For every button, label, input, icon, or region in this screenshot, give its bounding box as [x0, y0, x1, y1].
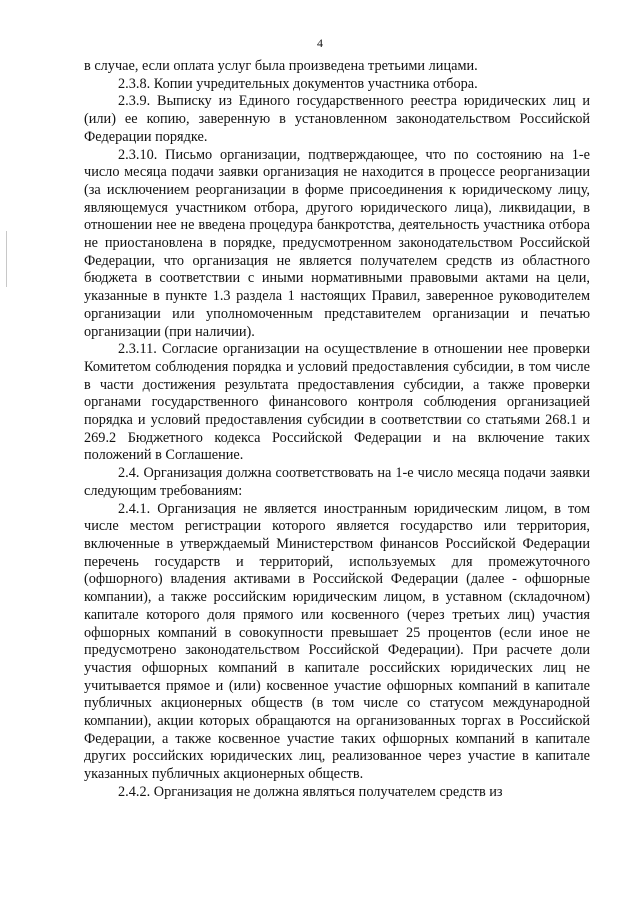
document-body	[84, 58, 590, 802]
paragraph: 2.3.9. Выписку из Единого государственного реестра юридических лиц и (или) ее копию, заверенную в установленном законодательством Российской Федерации порядке.	[84, 93, 590, 145]
paragraph: 2.3.10. Письмо организации, подтверждающее, что по состоянию на 1-е число месяца подачи заявки организация не находится в процессе реорганизации (за исключением реорганизации в форме присоединения к юридическому лицу, являющемуся участником отбора, другого юридического лица), ликвидации, в отношении нее не введена процедура банкротства, деятельность участника отбора не приостановлена в порядке, предусмотренном законодательством Российской Федерации, что организация не является получателем средств из областного бюджета в соответствии с иными нормативными правовыми актами на цели, указанные в пункте 1.3 раздела 1 настоящих Правил, заверенное руководителем организации или уполномоченным представителем организации и печатью организации (при наличии).	[84, 146, 590, 340]
page-number: 4	[317, 36, 323, 50]
paragraph: 2.3.8. Копии учредительных документов участника отбора.	[118, 75, 478, 92]
paragraph: 2.4. Организация должна соответствовать на 1-е число месяца подачи заявки следующим требованиям:	[84, 465, 590, 499]
paragraph: 2.4.2. Организация не должна являться получателем средств из	[118, 783, 503, 800]
scan-edge-mark	[6, 231, 7, 287]
paragraph: 2.3.11. Согласие организации на осуществление в отношении нее проверки Комитетом соблюдения порядка и условий предоставления субсидии, в том числе в части достижения результата предоставления субсидии, а также проверки органами государственного финансового контроля соблюдения организацией порядка и условий предоставления субсидии в соответствии со статьями 268.1 и 269.2 Бюджетного кодекса Российской Федерации и на включение таких положений в Соглашение.	[84, 341, 590, 464]
paragraph: 2.4.1. Организация не является иностранным юридическим лицом, в том числе местом регистрации которого является государство или территория, включенные в утверждаемый Министерством финансов Российской Федерации перечень государств и территорий, используемых для промежуточного (офшорного) владения активами в Российской Федерации (далее - офшорные компании), а также российским юридическим лицом, в уставном (складочном) капитале которого доля прямого или косвенного (через третьих лиц) участия офшорных компаний в совокупности превышает 25 процентов (если иное не предусмотрено законодательством Российской Федерации). При расчете доли участия офшорных компаний в капитале российских юридических лиц не учитывается прямое и (или) косвенное участие офшорных компаний в капитале публичных акционерных обществ (в том числе со статусом международной компании), акции которых обращаются на организованных торгах в Российской Федерации, а также косвенное участие таких офшорных компаний в капитале других российских юридических лиц, реализованное через участие в капитале указанных публичных акционерных обществ.	[84, 500, 590, 783]
paragraph: в случае, если оплата услуг была произведена третьими лицами.	[84, 58, 478, 74]
